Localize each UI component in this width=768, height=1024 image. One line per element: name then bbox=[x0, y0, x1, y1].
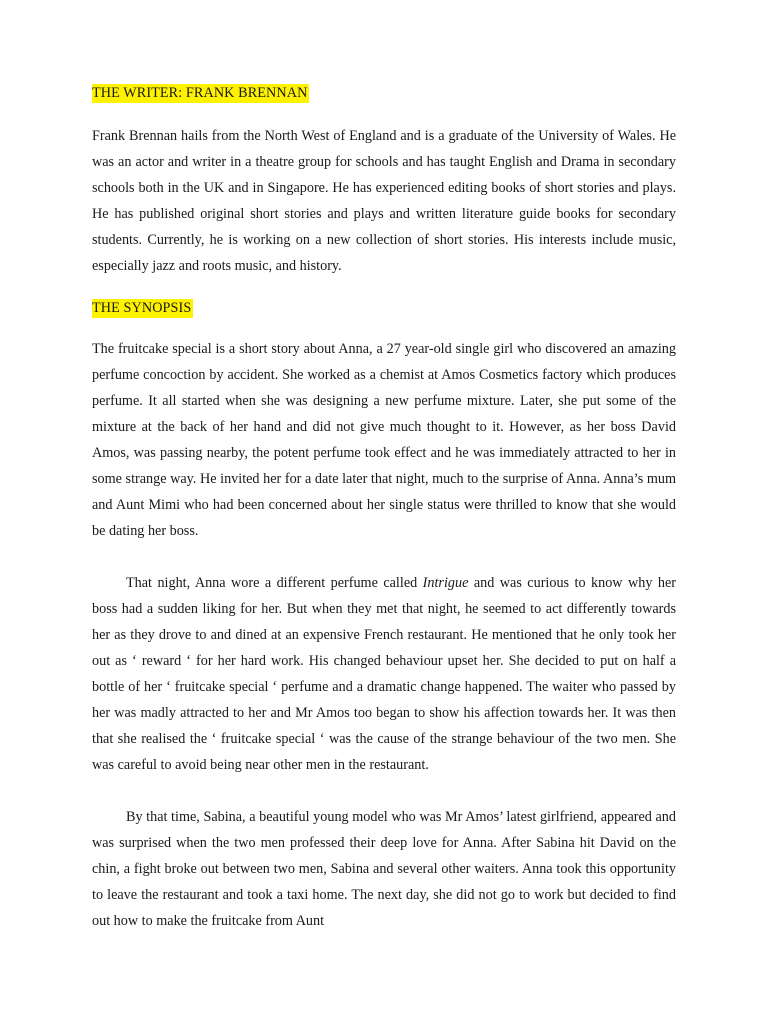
synopsis-paragraph-3: By that time, Sabina, a beautiful young model who was Mr Amos’ latest girlfriend, appeared and was surprised when the two men professed their deep love for Anna. After Sabina hit David on the chin, a fight broke out between two men, Sabina and several other waiters. Anna took this opportunity to leave the restaurant and took a taxi home. The next day, she did not go to work but decided to find out how to make the fruitcake from Aunt bbox=[92, 809, 676, 929]
synopsis-paragraph-1: The fruitcake special is a short story about Anna, a 27 year-old single girl who discovered an amazing perfume concoction by accident. She worked as a chemist at Amos Cosmetics factory which produces perfume. It all started when she was designing a new perfume mixture. Later, she put some of the mixture at the back of her hand and did not give much thought to it. However, as her boss David Amos, was passing nearby, the potent perfume took effect and he was immediately attracted to her in some strange way. He invited her for a date later that night, much to the surprise of Anna. Anna’s mum and Aunt Mimi who had been concerned about her single status were thrilled to know that she would be dating her boss. bbox=[92, 341, 676, 539]
heading-synopsis: THE SYNOPSIS bbox=[92, 300, 192, 316]
synopsis-paragraph-2 bbox=[92, 570, 676, 778]
synopsis-paragraph-2-end: and was curious to know why her boss had a sudden liking for her. But when they met that night, he seemed to act differently towards her as they drove to and dined at an expensive French restaurant. He mentioned that he only took her out as ‘ reward ‘ for her hard work. His changed behaviour upset her. She decided to put on half a bottle of her ‘ fruitcake special ‘ perfume and a dramatic change happened. The waiter who passed by her was madly attracted to her and Mr Amos too began to show his affection towards her. It was then that she realised the ‘ fruitcake special ‘ was the cause of the strange behaviour of the two men. She was careful to avoid being near other men in the restaurant. bbox=[92, 575, 676, 773]
document-page bbox=[92, 84, 676, 934]
heading-writer: THE WRITER: FRANK BRENNAN bbox=[92, 85, 308, 101]
synopsis-paragraph-2-start: That night, Anna wore a different perfume called bbox=[126, 575, 423, 591]
perfume-name-italic: Intrigue bbox=[422, 575, 469, 591]
writer-paragraph: Frank Brennan hails from the North West of England and is a graduate of the University of Wales. He was an actor and writer in a theatre group for schools and has taught English and Drama in secondary schools both in the UK and in Singapore. He has experienced editing books of short stories and plays. He has published original short stories and plays and written literature guide books for secondary students. Currently, he is working on a new collection of short stories. His interests include music, especially jazz and roots music, and history. bbox=[92, 128, 676, 274]
